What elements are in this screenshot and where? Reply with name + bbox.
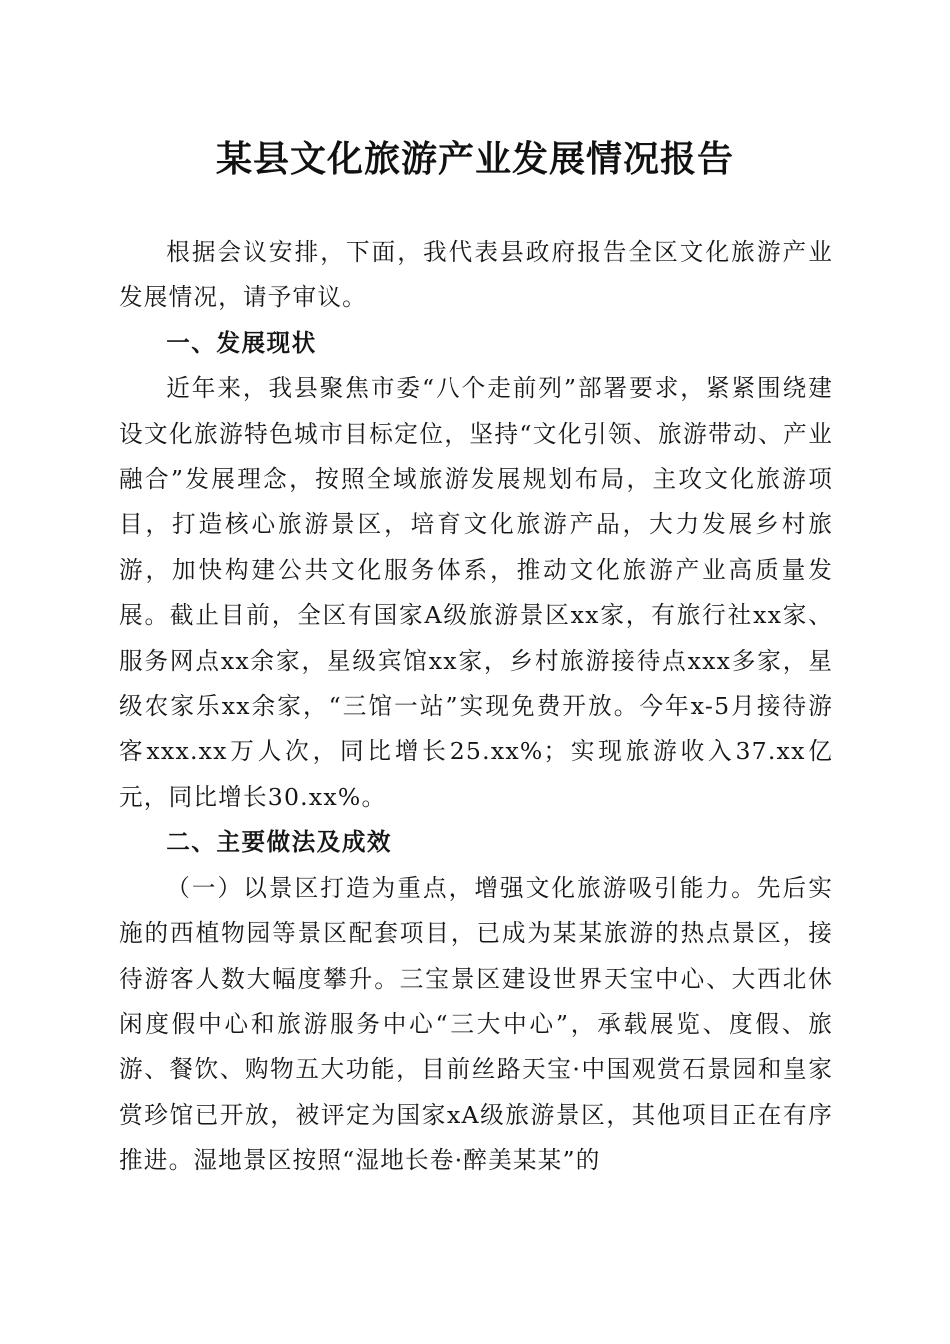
subsection-text: 先后实施的西植物园等景区配套项目，已成为某某旅游的热点景区，接待游客人数大幅度攀升。三宝景区建设世界天宝中心、大西北休闲度假中心和旅游服务中心“三大中心”，承载展览、度假、旅游、餐饮、购物五大功能，目前丝路天宝·中国观赏石景园和皇家赏珍馆已开放，被评定为国家xA级旅游景区，其他项目正在有序推进。湿地景区按照“湿地长卷·醉美某某”的	[119, 873, 833, 1175]
document-title: 某县文化旅游产业发展情况报告	[215, 138, 734, 180]
section-heading-measures: 二、主要做法及成效	[166, 828, 393, 857]
status-paragraph: 近年来，我县聚焦市委“八个走前列”部署要求，紧紧围绕建设文化旅游特色城市目标定位，坚持“文化引领、旅游带动、产业融合”发展理念，按照全域旅游发展规划布局，主攻文化旅游项目，打造核心旅游景区，培育文化旅游产品，大力发展乡村旅游，加快构建公共文化服务体系，推动文化旅游产业高质量发展。截止目前，全区有国家A级旅游景区xx家，有旅行社xx家、服务网点xx余家，星级宾馆xx家，乡村旅游接待点xxx多家，星级农家乐xx余家，“三馆一站”实现免费开放。今年x-5月接待游客xxx.xx万人次，同比增长25.xx%；实现旅游收入37.xx亿元，同比增长30.xx%。	[119, 374, 833, 811]
document-body	[119, 230, 833, 1184]
section-heading-status: 一、发展现状	[166, 328, 317, 357]
measures-paragraph	[119, 866, 833, 1184]
intro-paragraph: 根据会议安排，下面，我代表县政府报告全区文化旅游产业发展情况，请予审议。	[119, 238, 833, 312]
subsection-lead: （一）以景区打造为重点，增强文化旅游吸引能力。	[166, 873, 757, 902]
